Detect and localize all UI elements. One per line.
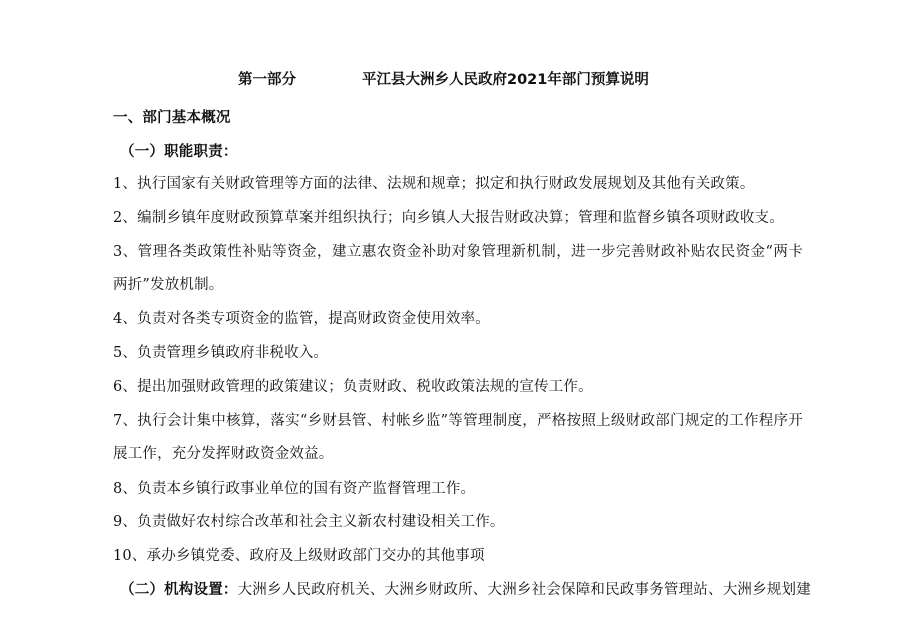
- duty-item-9: 9、负责做好农村综合改革和社会主义新农村建设相关工作。: [113, 514, 505, 530]
- duty-item-8: 8、负责本乡镇行政事业单位的国有资产监督管理工作。: [113, 481, 476, 497]
- duty-item-3: 3、管理各类政策性补贴等资金，建立惠农资金补助对象管理新机制，进一步完善财政补贴农民资金“两卡: [113, 244, 803, 260]
- org-setup-text: 大洲乡人民政府机关、大洲乡财政所、大洲乡社会保障和民政事务管理站、大洲乡规划建: [237, 582, 811, 598]
- title-name: 平江县大洲乡人民政府2021年部门预算说明: [362, 72, 649, 88]
- subsection-heading-org: （二）机构设置：: [120, 582, 238, 598]
- section-heading: 一、部门基本概况: [113, 110, 231, 126]
- duty-item-6: 6、提出加强财政管理的政策建议；负责财政、税收政策法规的宣传工作。: [113, 379, 593, 395]
- duty-item-7: 7、执行会计集中核算，落实“乡财县管、村帐乡监”等管理制度，严格按照上级财政部门规定的工作程序开: [113, 413, 803, 429]
- duty-item-4: 4、负责对各类专项资金的监管，提高财政资金使用效率。: [113, 311, 490, 327]
- duty-item-1: 1、执行国家有关财政管理等方面的法律、法规和规章；拟定和执行财政发展规划及其他有关政策。: [113, 176, 755, 192]
- duty-item-2: 2、编制乡镇年度财政预算草案并组织执行；向乡镇人大报告财政决算；管理和监督乡镇各项财政收支。: [113, 210, 784, 226]
- duty-item-7-continued: 展工作，充分发挥财政资金效益。: [113, 446, 334, 462]
- subsection-heading-duties: （一）职能职责：: [120, 144, 238, 160]
- title-part: 第一部分: [238, 72, 296, 88]
- duty-item-10: 10、承办乡镇党委、政府及上级财政部门交办的其他事项: [113, 548, 485, 564]
- duty-item-5: 5、负责管理乡镇政府非税收入。: [113, 345, 329, 361]
- duty-item-3-continued: 两折”发放机制。: [113, 277, 224, 293]
- subsection-org-setup: [120, 580, 811, 600]
